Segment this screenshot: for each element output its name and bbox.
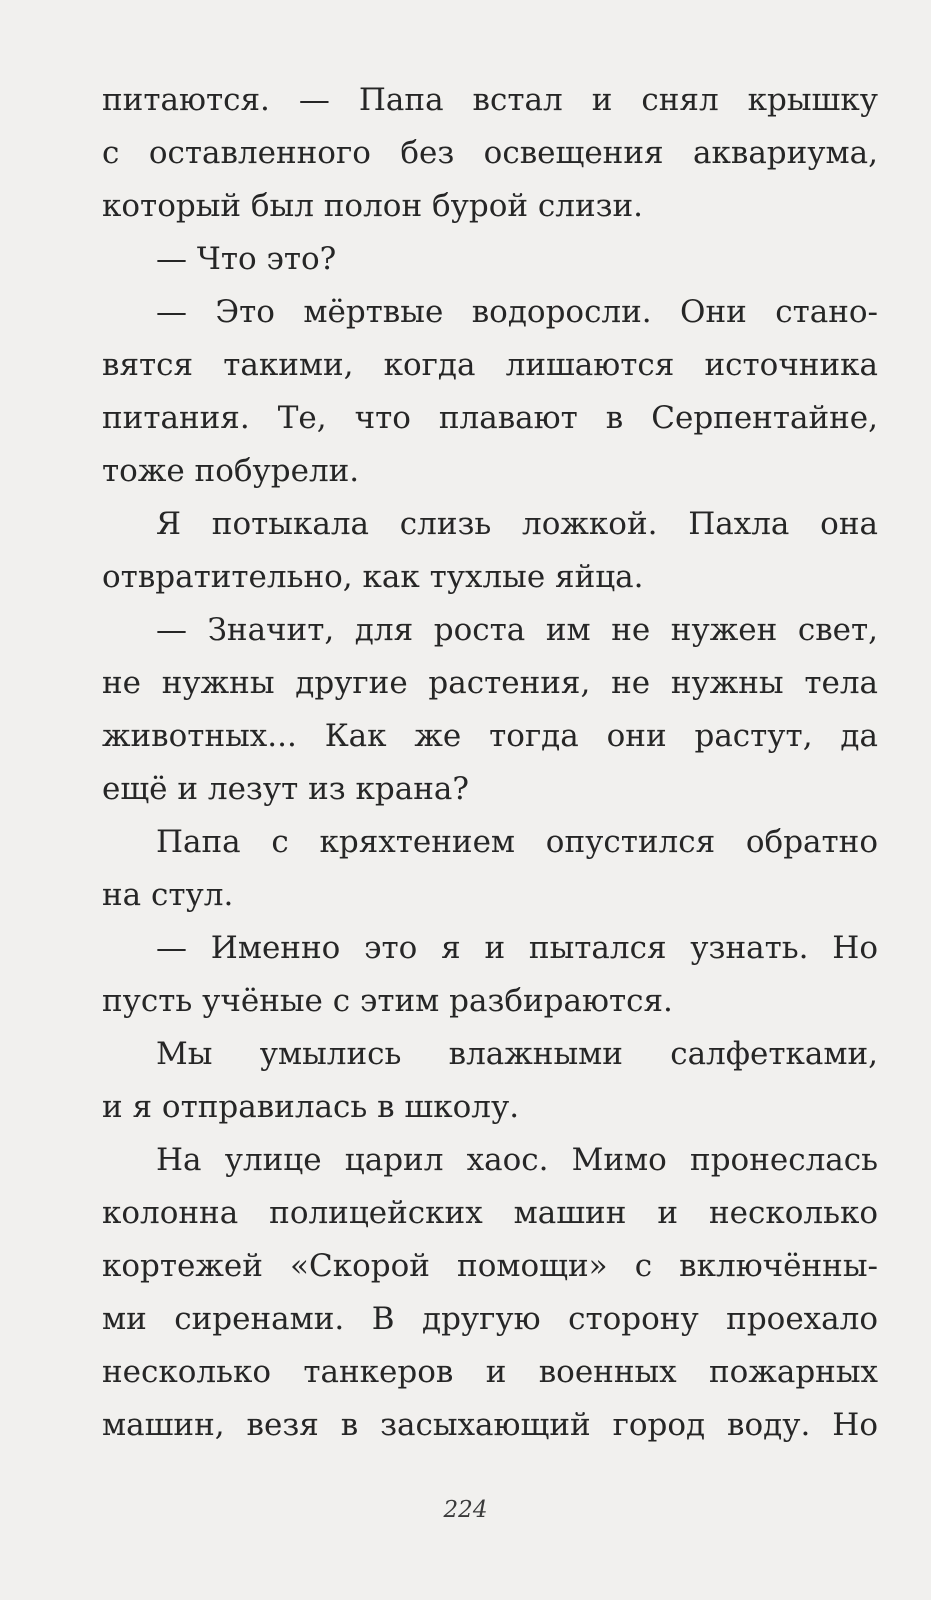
text-line: животных... Как же тогда они растут, да [102,718,878,754]
text-line: — Что это? [156,241,337,277]
page-number: 224 [443,1497,488,1523]
text-line: и я отправилась в школу. [102,1089,520,1125]
text-line: питаются. — Папа встал и снял крышку [102,82,878,118]
text-line: отвратительно, как тухлые яйца. [102,559,644,595]
body-text [102,74,878,1452]
text-line: на стул. [102,877,234,913]
text-line: пусть учёные с этим разбираются. [102,983,673,1019]
text-line: Папа с кряхтением опустился обратно [156,824,878,860]
text-line: — Это мёртвые водоросли. Они стано- [156,294,878,330]
text-line: питания. Те, что плавают в Серпентайне, [102,400,878,436]
text-line: колонна полицейских машин и несколько [102,1195,878,1231]
text-line: На улице царил хаос. Мимо пронеслась [156,1142,878,1178]
text-line: тоже побурели. [102,453,360,489]
text-line: Я потыкала слизь ложкой. Пахла она [156,506,878,542]
text-line: ещё и лезут из крана? [102,771,469,807]
text-line: кортежей «Скорой помощи» с включённы- [102,1248,878,1284]
text-line: ми сиренами. В другую сторону проехало [102,1301,878,1337]
text-line: не нужны другие растения, не нужны тела [102,665,878,701]
text-line: с оставленного без освещения аквариума, [102,135,878,171]
text-line: который был полон бурой слизи. [102,188,644,224]
text-line: Мы умылись влажными салфетками, [156,1036,878,1072]
text-line: — Именно это я и пытался узнать. Но [156,930,878,966]
text-line: машин, везя в засыхающий город воду. Но [102,1407,878,1443]
text-line: — Значит, для роста им не нужен свет, [156,612,878,648]
text-line: вятся такими, когда лишаются источника [102,347,878,383]
text-line: несколько танкеров и военных пожарных [102,1354,878,1390]
